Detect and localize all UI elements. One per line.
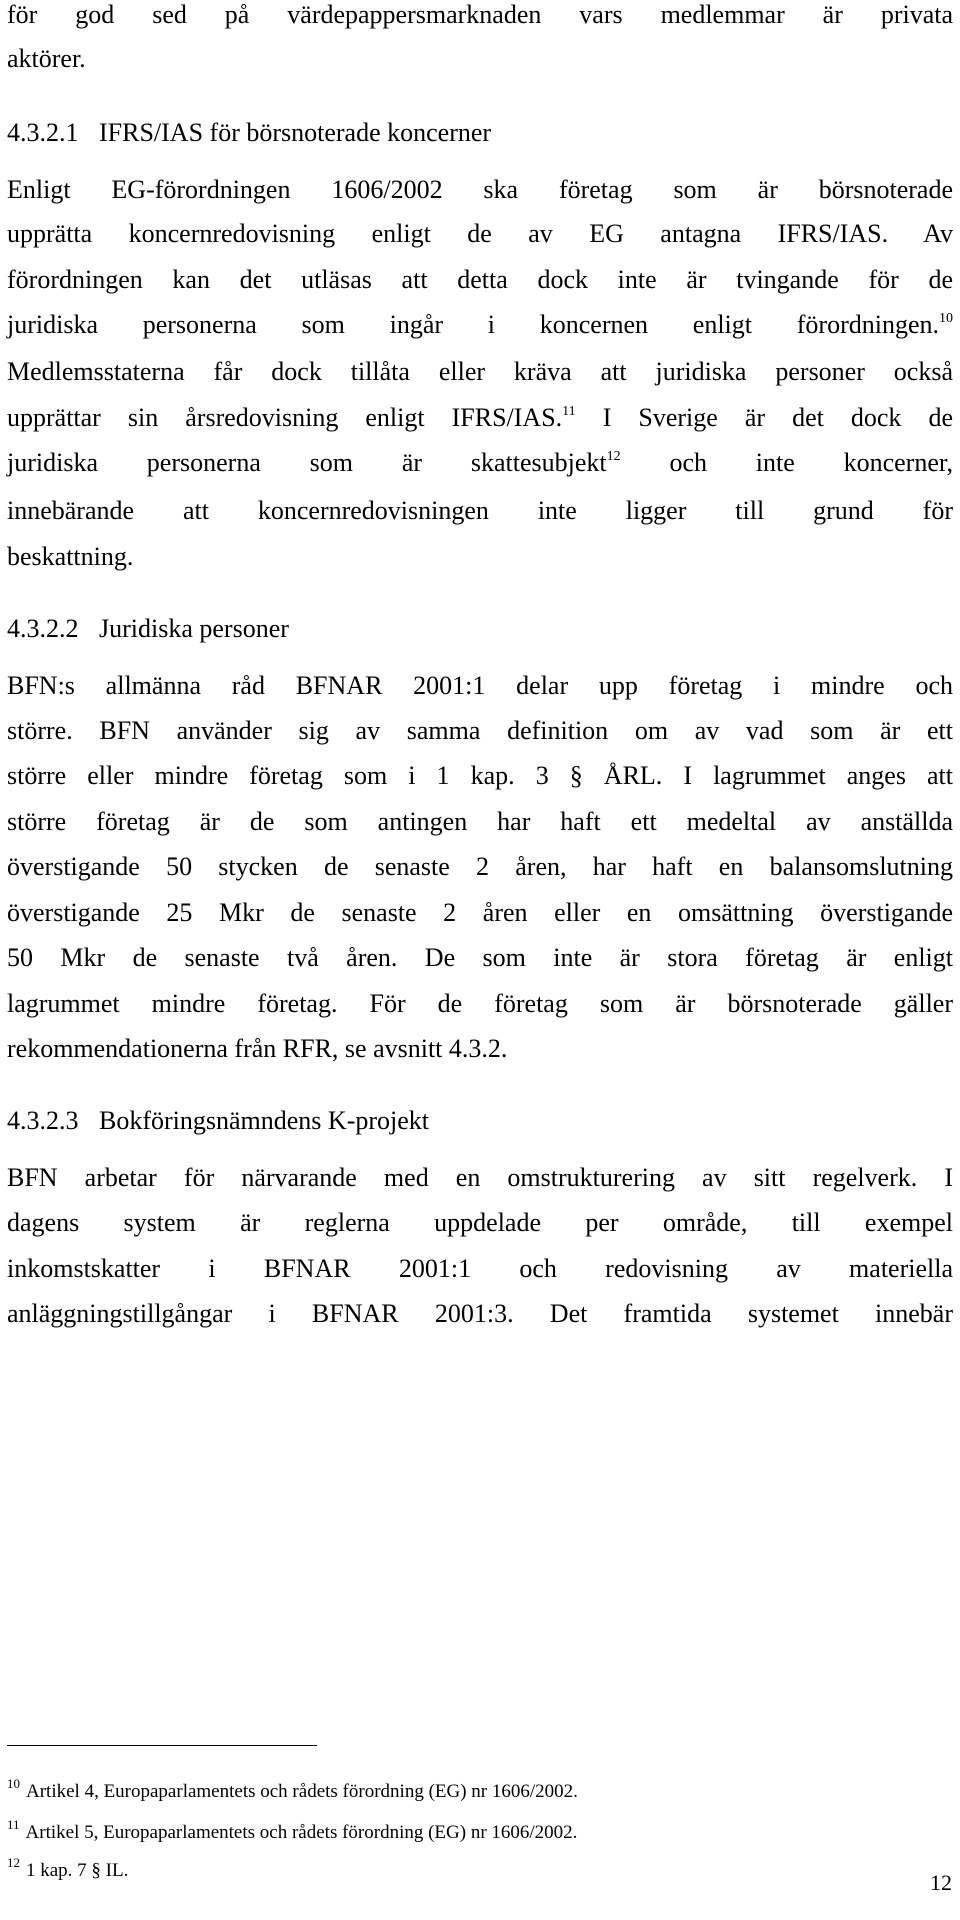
- body-line: upprätta koncernredovisning enligt de av EG antagna IFRS/IAS. Av: [7, 219, 953, 248]
- body-line: större företag är de som antingen har haft ett medeltal av anställda: [7, 807, 953, 836]
- heading-text: Bokföringsnämndens K-projekt: [99, 1106, 430, 1135]
- footnote-ref: 10: [939, 311, 953, 326]
- body-text: I Sverige är det dock de: [602, 403, 954, 432]
- body-line: dagens system är reglerna uppdelade per område, till exempel: [7, 1208, 953, 1237]
- heading-number: 4.3.2.1: [7, 118, 79, 147]
- body-line: lagrummet mindre företag. För de företag som är börsnoterade gäller: [7, 989, 953, 1018]
- body-text: juridiska personerna som ingår i koncernen enligt förordningen.: [7, 310, 939, 339]
- body-line: för god sed på värdepappersmarknaden vars medlemmar är privata: [7, 0, 953, 29]
- footnote: [7, 1817, 578, 1845]
- heading-text: IFRS/IAS för börsnoterade koncerner: [99, 118, 492, 147]
- section-heading: [7, 614, 289, 644]
- body-line: Medlemsstaterna får dock tillåta eller kräva att juridiska personer också: [7, 357, 953, 386]
- body-line: förordningen kan det utläsas att detta dock inte är tvingande för de: [7, 265, 953, 294]
- body-line: överstigande 25 Mkr de senaste 2 åren eller en omsättning överstigande: [7, 898, 953, 927]
- footnote-number: 10: [7, 1776, 20, 1791]
- footnote-number: 12: [7, 1855, 20, 1870]
- footnote-text: Artikel 4, Europaparlamentets och rådets förordning (EG) nr 1606/2002.: [26, 1781, 578, 1802]
- footnote-number: 11: [7, 1817, 20, 1832]
- body-line: [7, 310, 953, 340]
- footnote: [7, 1776, 578, 1804]
- section-heading: [7, 118, 491, 148]
- footnote: [7, 1855, 129, 1883]
- body-line: BFN arbetar för närvarande med en omstrukturering av sitt regelverk. I: [7, 1163, 953, 1192]
- body-line: [7, 403, 953, 433]
- body-line: större eller mindre företag som i 1 kap. 3 § ÅRL. I lagrummet anges att: [7, 761, 953, 790]
- body-line: [7, 448, 953, 478]
- body-line: BFN:s allmänna råd BFNAR 2001:1 delar upp företag i mindre och: [7, 671, 953, 700]
- body-line: innebärande att koncernredovisningen inte ligger till grund för: [7, 496, 953, 525]
- footnote-ref: 12: [606, 449, 621, 464]
- section-heading: [7, 1106, 429, 1136]
- footnote-text: Artikel 5, Europaparlamentets och rådets förordning (EG) nr 1606/2002.: [25, 1822, 578, 1843]
- body-line: större. BFN använder sig av samma definition om av vad som är ett: [7, 716, 953, 745]
- body-line: rekommendationerna från RFR, se avsnitt 4.3.2.: [7, 1034, 508, 1063]
- body-text: upprättar sin årsredovisning enligt IFRS/IAS.: [7, 403, 563, 432]
- body-line: överstigande 50 stycken de senaste 2 åren, har haft en balansomslutning: [7, 852, 953, 881]
- body-line: Enligt EG-förordningen 1606/2002 ska företag som är börsnoterade: [7, 175, 953, 204]
- body-line: inkomstskatter i BFNAR 2001:1 och redovisning av materiella: [7, 1254, 953, 1283]
- footnote-ref: 11: [562, 404, 576, 419]
- page-number: 12: [930, 1870, 952, 1895]
- body-line: beskattning.: [7, 542, 134, 571]
- heading-number: 4.3.2.3: [7, 1106, 79, 1135]
- footnote-separator: [7, 1745, 317, 1746]
- heading-number: 4.3.2.2: [7, 614, 79, 643]
- body-line: 50 Mkr de senaste två åren. De som inte är stora företag är enligt: [7, 943, 953, 972]
- footnote-text: 1 kap. 7 § IL.: [26, 1860, 129, 1881]
- body-text: och inte koncerner,: [669, 448, 953, 477]
- heading-text: Juridiska personer: [99, 614, 289, 643]
- body-line: aktörer.: [7, 44, 86, 73]
- body-line: anläggningstillgångar i BFNAR 2001:3. Det framtida systemet innebär: [7, 1299, 953, 1328]
- body-text: juridiska personerna som är skattesubjekt: [7, 448, 607, 477]
